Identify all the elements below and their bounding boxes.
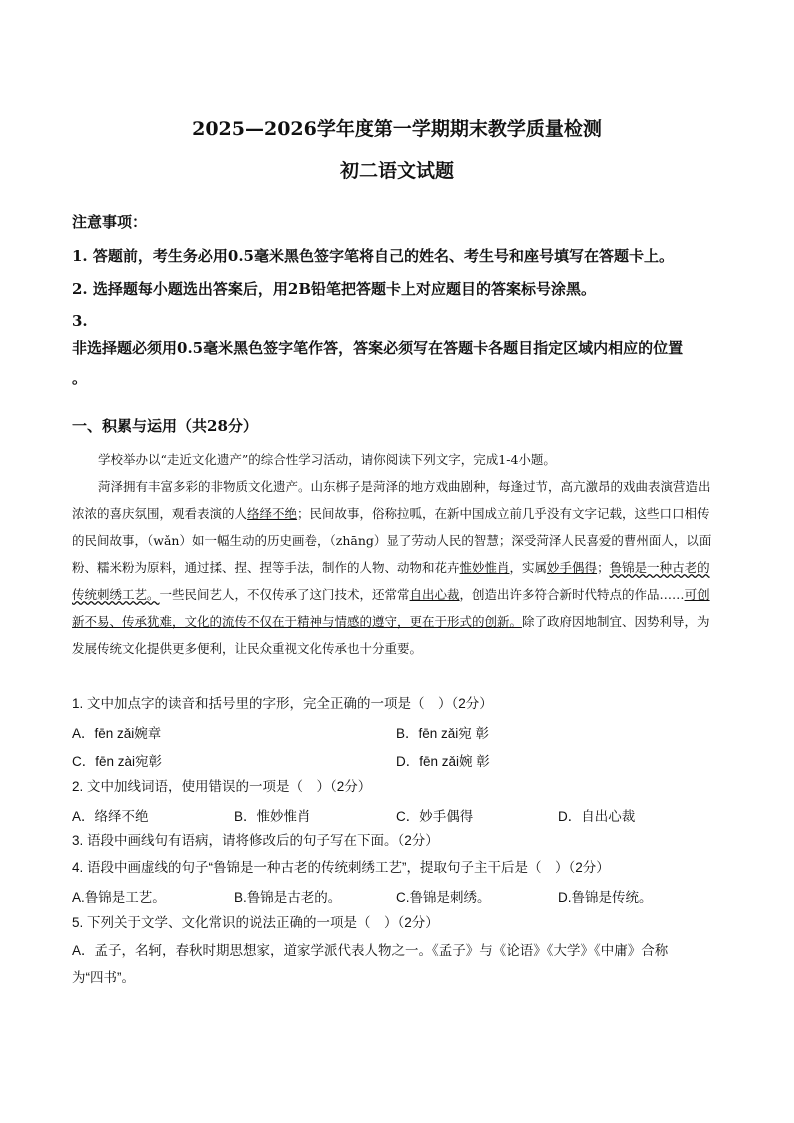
q4-option-b: B.鲁锦是古老的。 (234, 890, 342, 905)
question-1: 1. 文中加点字的读音和括号里的字形，完全正确的一项是（ ）（2分） (72, 696, 493, 711)
notice-item-3-text: 非选择题必须用0.5毫米黑色签字笔作答，答案必须写在答题卡各题目指定区域内相应的位置 (72, 339, 684, 357)
passage-text: ，实属 (509, 560, 548, 575)
passage-text: 除了政府因地制宜、因势利导，为发展传统文化提供更多便利，让民众重视文化传承也十分重要。 (72, 614, 710, 656)
passage-text: 菏泽拥有丰富多彩的非物质文化遗产。山东梆子是菏泽的地方戏曲剧种，每逢过节，高亢激昂的戏曲表演营造出浓浓的喜庆氛围，观看表演的人 (72, 479, 711, 521)
q1-option-b: B．fēn zǎi宛 彰 (396, 726, 490, 741)
dashed-sentence: 鲁锦是一种古老的传统刺绣工艺。 (72, 560, 710, 602)
exam-title: 2025—2026学年度第一学期期末教学质量检测 (192, 118, 602, 140)
q4-option-c: C.鲁锦是刺绣。 (396, 890, 491, 905)
q5-option-a: A．孟子，名轲，春秋时期思想家，道家学派代表人物之一。《孟子》与《论语》《大学》《中庸》合称 (72, 943, 669, 958)
question-4: 4. 语段中画虚线的句子“鲁锦是一种古老的传统刺绣工艺”，提取句子主干后是（ ）（2分） (72, 860, 610, 875)
q2-option-b: B．惟妙惟肖 (234, 809, 311, 824)
passage-text: ； (597, 560, 610, 575)
q4-option-d: D.鲁锦是传统。 (558, 890, 653, 905)
section-heading: 一、积累与运用（共28分） (72, 417, 258, 435)
q5-option-a-cont: 为“四书”。 (72, 970, 135, 985)
passage-text: ）如一幅生动的历史画卷，（ (179, 533, 336, 548)
q2-option-c: C．妙手偶得 (396, 809, 474, 824)
passage-text: ，创造出许多符合新时代特点的作品…… (459, 587, 685, 602)
q2-option-a: A．络绎不绝 (72, 809, 149, 824)
notice-heading: 注意事项： (72, 213, 148, 231)
passage-body (72, 473, 722, 662)
reading-passage (72, 446, 722, 662)
notice-item-3-end: 。 (72, 369, 88, 387)
underlined-word-4: 自出心裁 (409, 587, 460, 602)
question-3: 3. 语段中画线句有语病，请将修改后的句子写在下面。（2分） (72, 833, 439, 848)
passage-intro: 学校举办以“走近文化遗产”的综合性学习活动，请你阅读下列文字，完成1-4小题。 (98, 452, 556, 467)
underlined-word-1: 络绎不绝 (247, 506, 298, 521)
q1-option-d: D．fēn zǎi婉 彰 (396, 754, 490, 769)
q2-option-d: D．自出心裁 (558, 809, 636, 824)
q4-option-a: A.鲁锦是工艺。 (72, 890, 166, 905)
underlined-word-2: 惟妙惟肖 (459, 560, 510, 575)
notice-item-3: 3. (72, 312, 88, 330)
question-5: 5. 下列关于文学、文化常识的说法正确的一项是（ ）（2分） (72, 915, 439, 930)
q1-option-c: C．fēn zài宛彰 (72, 754, 163, 769)
q1-option-a: A．fēn zǎi婉章 (72, 726, 162, 741)
underlined-word-3: 妙手偶得 (547, 560, 598, 575)
question-2: 2. 文中加线词语，使用错误的一项是（ ）（2分） (72, 779, 372, 794)
passage-text: 一些民间艺人，不仅传承了这门技术，还常常 (159, 587, 410, 602)
pinyin-blank: zhāng (335, 533, 374, 548)
notice-item-2: 2. 选择题每小题选出答案后，用2B铅笔把答题卡上对应题目的答案标号涂黑。 (72, 280, 596, 298)
passage-text: ；民间故事，俗称拉呱，在新中国成立前几乎没有文字记载，这些口口相传的民间故事，（ (72, 506, 710, 548)
notice-item-1: 1. 答题前，考生务必用0.5毫米黑色签字笔将自己的姓名、考生号和座号填写在答题卡上。 (72, 247, 674, 265)
pinyin-blank: wǎn (153, 533, 180, 548)
underlined-sentence: 可创新不易、传承犹难，文化的流传不仅在于精神与情感的遵守，更在于形式的创新。 (72, 587, 710, 629)
passage-text: ）显了劳动人民的智慧；深受菏泽人民喜爱的曹州面人，以面粉、糯米粉为原料，通过揉、捏、捏等手法，制作的人物、动物和花卉 (72, 533, 712, 575)
exam-subtitle: 初二语文试题 (339, 160, 454, 182)
